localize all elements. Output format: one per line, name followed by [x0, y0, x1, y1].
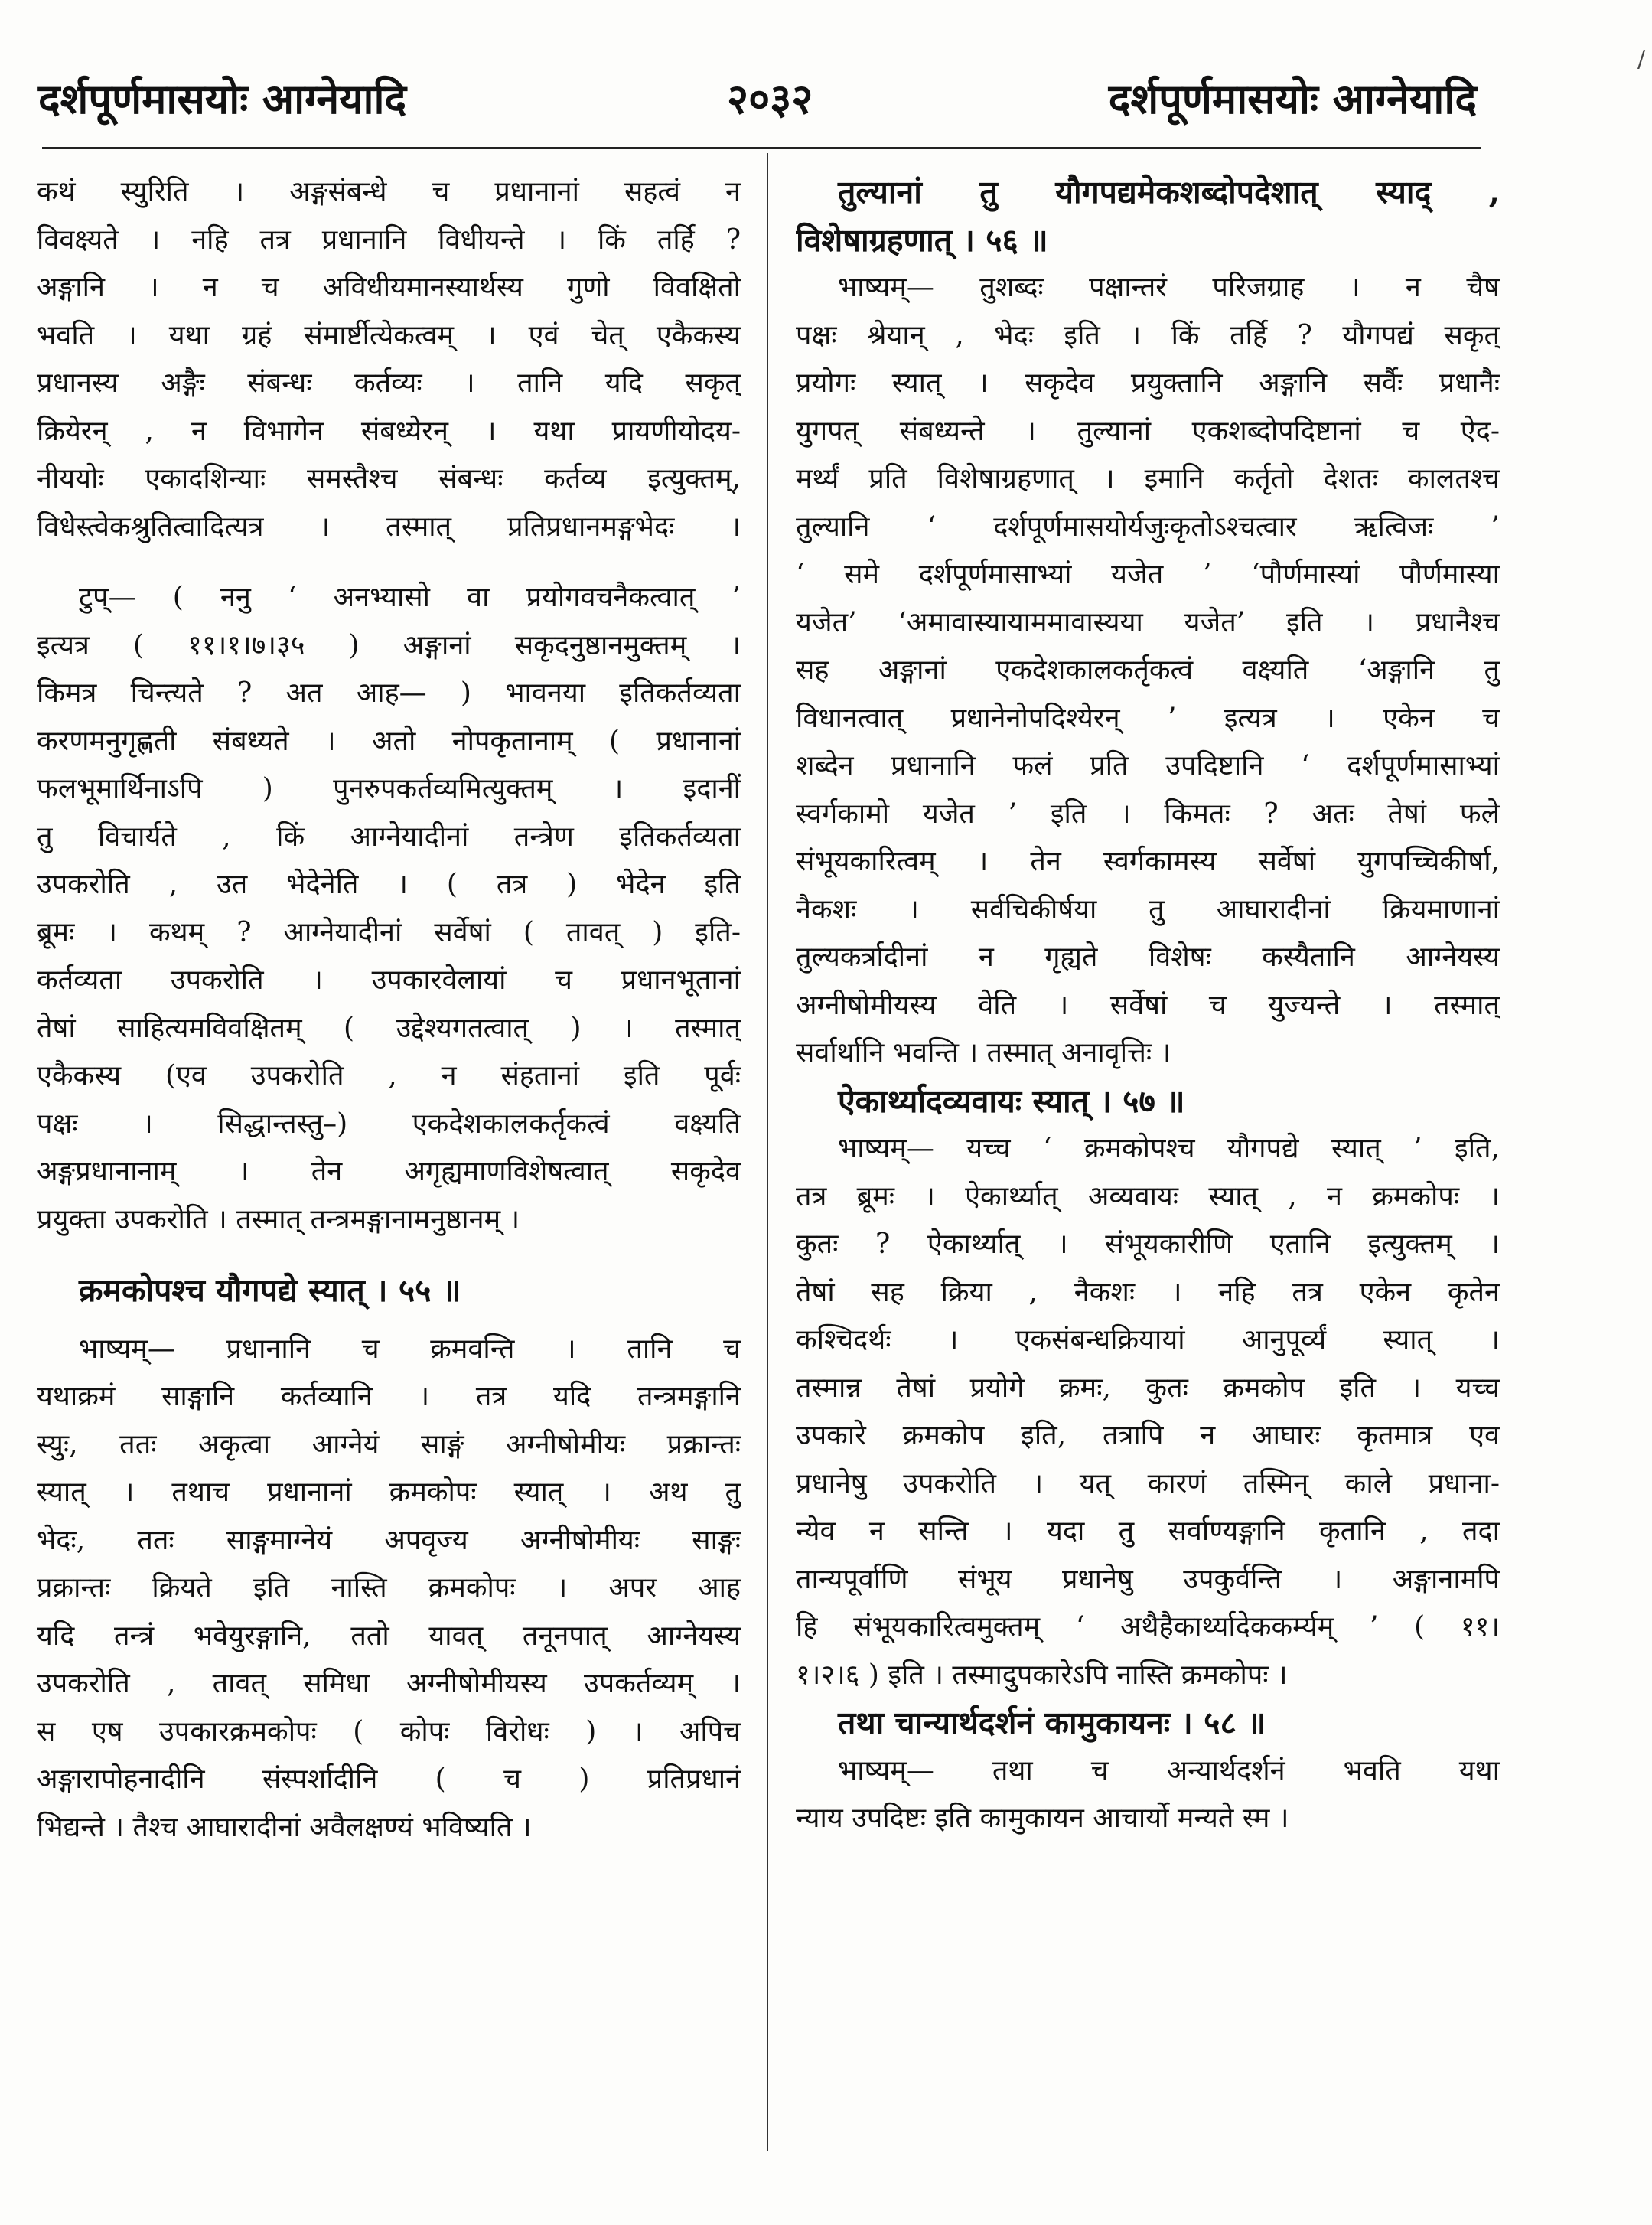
- commentary-start: टुप्— ( ननु ‘ अनभ्यासो वा प्रयोगवचनैकत्वात् ’: [79, 582, 741, 613]
- text-line: उपकरोति , तावत् समिधा अग्नीषोमीयस्य उपकर्तव्यम् ।: [37, 1668, 741, 1699]
- header-rule: [42, 147, 1481, 149]
- bhashya-start: भाष्यम्— प्रधानानि च क्रमवन्ति । तानि च: [79, 1333, 741, 1365]
- text-line: तुल्यानि ‘ दर्शपूर्णमासयोर्यजुःकृतोऽश्चत्वार ऋत्विजः ’: [796, 511, 1500, 543]
- text-line: यथाक्रमं साङ्गानि कर्तव्यानि । तत्र यदि तन्त्रमङ्गानि: [37, 1381, 741, 1412]
- text-line: एकैकस्य (एव उपकरोति , न संहतानां इति पूर्वः: [37, 1060, 741, 1091]
- margin-mark: /: [1637, 46, 1646, 73]
- text-line: अङ्गारापोहनादीनि संस्पर्शादीनि ( च ) प्रतिप्रधानं: [37, 1763, 741, 1795]
- text-line: पक्षः श्रेयान् , भेदः इति । किं तर्हि ? यौगपद्यं सकृत्: [796, 319, 1500, 351]
- text-line: कर्तव्यता उपकरोति । उपकारवेलायां च प्रधानभूतानां: [37, 964, 741, 996]
- text-line: उपकरोति , उत भेदेनेति । ( तत्र ) भेदेन इति: [37, 869, 741, 900]
- text-line: स्युः, ततः अकृत्वा आग्नेयं साङ्गं अग्नीषोमीयः प्रक्रान्तः: [37, 1428, 741, 1460]
- text-line: भिद्यन्ते । तैश्च आघारादीनां अवैलक्षण्यं भविष्यति ।: [37, 1811, 532, 1843]
- text-line: न्याय उपदिष्टः इति कामुकायन आचार्यो मन्यते स्म ।: [796, 1803, 1289, 1834]
- text-line: अङ्गानि । न च अविधीयमानस्यार्थस्य गुणो विवक्षितो: [37, 272, 741, 303]
- text-line: अग्नीषोमीयस्य वेति । सर्वेषां च युज्यन्ते । तस्मात्: [796, 989, 1500, 1021]
- text-line: संभूयकारित्वम् । तेन स्वर्गकामस्य सर्वेषां युगपच्चिकीर्षा,: [796, 846, 1500, 877]
- text-line: यजेत’ ‘अमावास्यायाममावास्यया यजेत’ इति । प्रधानैश्च: [796, 606, 1500, 638]
- text-line: फलभूमार्थिनाऽपि ) पुनरुपकर्तव्यमित्युक्तम् । इदानीं: [37, 773, 741, 804]
- text-line: पक्षः । सिद्धान्तस्तु–) एकदेशकालकर्तृकत्वं वक्ष्यति: [37, 1108, 741, 1140]
- text-line: तान्यपूर्वाणि संभूय प्रधानेषु उपकुर्वन्ति । अङ्गानामपि: [796, 1563, 1500, 1595]
- text-line: युगपत् संबध्यन्ते । तुल्यानां एकशब्दोपदिष्टानां च ऐद-: [796, 415, 1500, 447]
- text-line: कथं स्युरिति । अङ्गसंबन्धे च प्रधानानां सहत्वं न: [37, 176, 741, 207]
- text-line: शब्देन प्रधानानि फलं प्रति उपदिष्टानि ‘ दर्शपूर्णमासाभ्यां: [796, 750, 1500, 781]
- text-line: तु विचार्यते , किं आग्नेयादीनां तन्त्रेण इतिकर्तव्यता: [37, 821, 741, 853]
- sutra-58: तथा चान्यार्थदर्शनं कामुकायनः । ५८ ॥: [838, 1705, 1266, 1741]
- text-line: प्रयुक्ता उपकरोति । तस्मात् तन्त्रमङ्गानामनुष्ठानम् ।: [37, 1203, 520, 1235]
- right-column: [796, 168, 1500, 1843]
- text-line: अङ्गप्रधानानाम् । तेन अगृह्यमाणविशेषत्वात् सकृदेव: [37, 1156, 741, 1187]
- text-line: विधानत्वात् प्रधानेनोपदिश्येरन् ’ इत्यत्र । एकेन च: [796, 702, 1500, 734]
- page-number: २०३२: [727, 74, 813, 123]
- text-line: नीययोः एकादशिन्याः समस्तैश्च संबन्धः कर्तव्य इत्युक्तम्,: [37, 463, 741, 494]
- text-line: स एष उपकारक्रमकोपः ( कोपः विरोधः ) । अपिच: [37, 1715, 741, 1747]
- text-line: तेषां साहित्यमविवक्षितम् ( उद्देश्यगतत्वात् ) । तस्मात्: [37, 1012, 741, 1044]
- text-line: नैकशः । सर्वचिकीर्षया तु आघारादीनां क्रियमाणानां: [796, 893, 1500, 925]
- text-line: हि संभूयकारित्वमुक्तम् ‘ अथैहैकार्थ्यादेककर्म्यम् ’ ( ११।: [796, 1611, 1500, 1643]
- text-line: भेदः, ततः साङ्गमाग्नेयं अपवृज्य अग्नीषोमीयः साङ्गः: [37, 1524, 741, 1556]
- text-line: कश्चिदर्थः । एकसंबन्धक्रियायां आनुपूर्व्यं स्यात् ।: [796, 1324, 1500, 1356]
- text-line: क्रियेरन् , न विभागेन संबध्येरन् । यथा प्रायणीयोदय-: [37, 415, 741, 447]
- text-line: प्रयोगः स्यात् । सकृदेव प्रयुक्तानि अङ्गानि सर्वैः प्रधानैः: [796, 367, 1500, 399]
- left-column: [37, 168, 741, 1851]
- text-line: विवक्ष्यते । नहि तत्र प्रधानानि विधीयन्ते । किं तर्हि ?: [37, 223, 741, 256]
- text-line: तुल्यकर्त्रादीनां न गृह्यते विशेषः कस्यैतानि आग्नेयस्य: [796, 941, 1500, 973]
- sutra-56-end: विशेषाग्रहणात् । ५६ ॥: [796, 221, 1048, 259]
- page-header: [38, 69, 1477, 138]
- text-line: तेषां सह क्रिया , नैकशः । नहि तत्र एकेन कृतेन: [796, 1276, 1500, 1308]
- text-line: तस्मान्न तेषां प्रयोगे क्रमः, कुतः क्रमकोप इति । यच्च: [796, 1372, 1500, 1404]
- text-line: स्यात् । तथाच प्रधानानां क्रमकोपः स्यात् । अथ तु: [37, 1476, 741, 1508]
- text-line: तत्र ब्रूमः । ऐकार्थ्यात् अव्यवायः स्यात् , न क्रमकोपः ।: [796, 1180, 1500, 1212]
- text-line: प्रक्रान्तः क्रियते इति नास्ति क्रमकोपः । अपर आह: [37, 1572, 741, 1604]
- text-line: यदि तन्त्रं भवेयुरङ्गानि, ततो यावत् तनूनपात् आग्नेयस्य: [37, 1620, 741, 1652]
- column-divider: [767, 153, 768, 2151]
- text-line: ब्रूमः । कथम् ? आग्नेयादीनां सर्वेषां ( तावत् ) इति-: [37, 916, 741, 948]
- running-title-right: दर्शपूर्णमासयोः आग्नेयादि: [1108, 74, 1477, 123]
- bhashya-start: भाष्यम्— तथा च अन्यार्थदर्शनं भवति यथा: [838, 1754, 1500, 1786]
- text-line: ‘ समे दर्शपूर्णमासाभ्यां यजेत ’ ‘पौर्णमास्यां पौर्णमास्या: [796, 559, 1500, 590]
- text-line: प्रधानेषु उपकरोति । यत् कारणं तस्मिन् काले प्रधाना-: [796, 1467, 1500, 1499]
- bhashya-start: भाष्यम्— तुशब्दः पक्षान्तरं परिजग्राह । न चैष: [838, 272, 1500, 303]
- text-line: कुतः ? ऐकार्थ्यात् । संभूयकारीणि एतानि इत्युक्तम् ।: [796, 1228, 1500, 1260]
- sutra-55: क्रमकोपश्च यौगपद्ये स्यात् । ५५ ॥: [79, 1272, 461, 1309]
- sutra-57: ऐकार्थ्यादव्यवायः स्यात् । ५७ ॥: [838, 1082, 1185, 1120]
- text-line: करणमनुगृह्णती संबध्यते । अतो नोपकृतानाम् ( प्रधानानां: [37, 725, 741, 757]
- text-line: भवति । यथा ग्रहं संमार्ष्टीत्येकत्वम् । एवं चेत् एकैकस्य: [37, 319, 741, 351]
- text-line: किमत्र चिन्त्यते ? अत आह— ) भावनया इतिकर्तव्यता: [37, 677, 741, 709]
- text-line: सर्वार्थानि भवन्ति । तस्मात् अनावृत्तिः ।: [796, 1037, 1171, 1068]
- sutra-56: तुल्यानां तु यौगपद्यमेकशब्दोपदेशात् स्याद् ,: [838, 174, 1500, 210]
- text-line: स्वर्गकामो यजेत ’ इति । किमतः ? अतः तेषां फले: [796, 798, 1500, 830]
- text-line: १।२।६ ) इति । तस्मादुपकारेऽपि नास्ति क्रमकोपः ।: [796, 1659, 1288, 1691]
- text-line: सह अङ्गानां एकदेशकालकर्तृकत्वं वक्ष्यति ‘अङ्गानि तु: [796, 654, 1500, 686]
- bhashya-start: भाष्यम्— यच्च ‘ क्रमकोपश्च यौगपद्ये स्यात् ’ इति,: [838, 1133, 1500, 1164]
- text-line: प्रधानस्य अङ्गैः संबन्धः कर्तव्यः । तानि यदि सकृत्: [37, 367, 741, 399]
- text-line: न्येव न सन्ति । यदा तु सर्वाण्यङ्गानि कृतानि , तदा: [796, 1515, 1500, 1547]
- text-line: इत्यत्र ( ११।१।७।३५ ) अङ्गानां सकृदनुष्ठानमुक्तम् ।: [37, 629, 741, 661]
- running-title-left: दर्शपूर्णमासयोः आग्नेयादि: [38, 74, 407, 123]
- text-line: विधेस्त्वेकश्रुतित्वादित्यत्र । तस्मात् प्रतिप्रधानमङ्गभेदः ।: [37, 511, 741, 543]
- text-line: उपकारे क्रमकोप इति, तत्रापि न आघारः कृतमात्र एव: [796, 1420, 1500, 1451]
- text-line: मर्थ्यं प्रति विशेषाग्रहणात् । इमानि कर्तृतो देशतः कालतश्च: [796, 463, 1500, 494]
